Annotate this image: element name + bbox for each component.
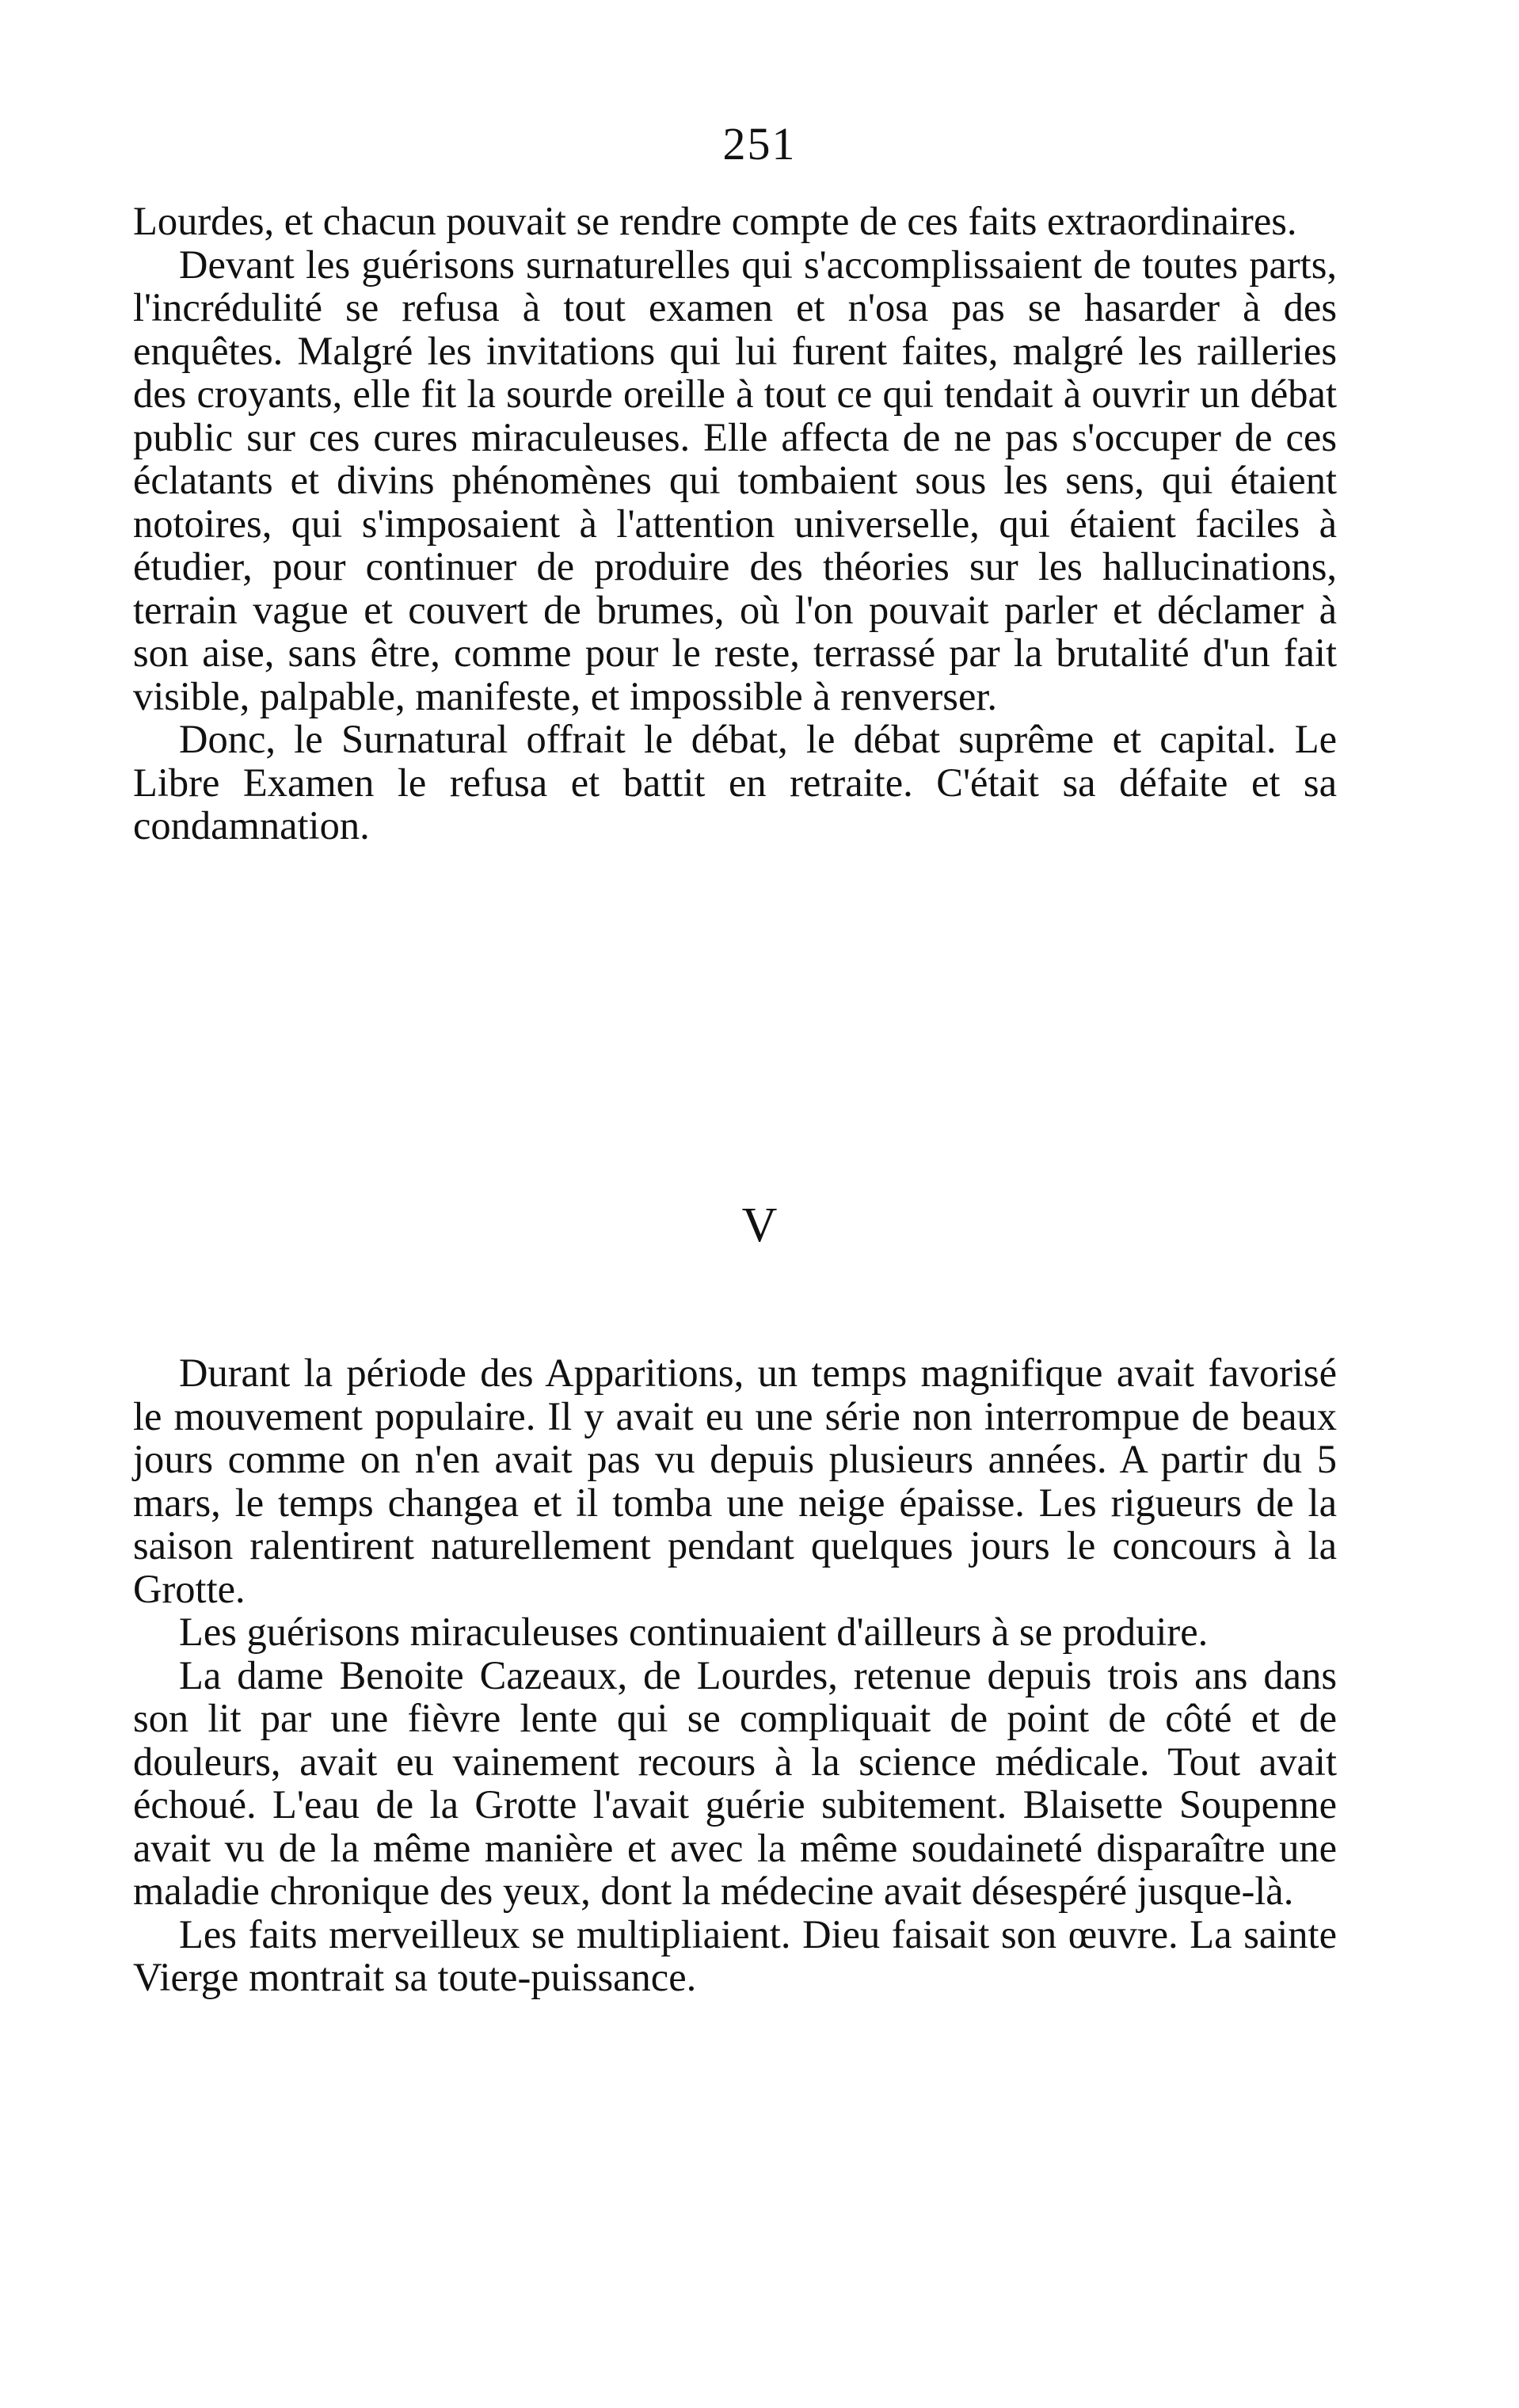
section-heading: V <box>741 1198 778 1252</box>
text-block-continuation <box>133 200 1337 848</box>
paragraph: Lourdes, et chacun pouvait se rendre compte de ces faits extraordinaires. <box>133 199 1297 243</box>
paragraph: Les guérisons miraculeuses continuaient d'ailleurs à se produire. <box>179 1610 1209 1654</box>
page-number: 251 <box>722 118 797 170</box>
paragraph: Les faits merveilleux se multipliaient. Dieu faisait son œuvre. La sainte Vierge montrait sa toute-puissance. <box>133 1911 1337 1999</box>
text-block-section <box>133 1351 1337 1999</box>
paragraph: La dame Benoite Cazeaux, de Lourdes, retenue depuis trois ans dans son lit par une fièvre lente qui se compliquait de point de côté et de douleurs, avait eu vainement recours à la science médicale. Tout avait échoué. L'eau de la Grotte l'avait guérie subitement. Blaisette Soupenne avait vu de la même manière et avec la même soudaineté disparaître une maladie chronique des yeux, dont la médecine avait désespéré jusque-là. <box>133 1652 1337 1913</box>
paragraph: Devant les guérisons surnaturelles qui s'accomplissaient de toutes parts, l'incrédulité se refusa à tout examen et n'osa pas se hasarder à des enquêtes. Malgré les invitations qui lui furent faites, malgré les railleries des croyants, elle fit la sourde oreille à tout ce qui tendait à ouvrir un débat public sur ces cures miraculeuses. Elle affecta de ne pas s'occuper de ces éclatants et divins phénomènes qui tombaient sous les sens, qui étaient notoires, qui s'imposaient à l'attention universelle, qui étaient faciles à étudier, pour continuer de produire des théories sur les hallucinations, terrain vague et couvert de brumes, où l'on pouvait parler et déclamer à son aise, sans être, comme pour le reste, terrassé par la brutalité d'un fait visible, palpable, manifeste, et impossible à renverser. <box>133 242 1337 718</box>
paragraph: Donc, le Surnatural offrait le débat, le débat suprême et capital. Le Libre Examen le refusa et battit en retraite. C'était sa défaite et sa condamnation. <box>133 717 1337 848</box>
paragraph: Durant la période des Apparitions, un temps magnifique avait favorisé le mouvement populaire. Il y avait eu une série non interrompue de beaux jours comme on n'en avait pas vu depuis plusieurs années. A partir du 5 mars, le temps changea et il tomba une neige épaisse. Les rigueurs de la saison ralentirent naturellement pendant quelques jours le concours à la Grotte. <box>133 1351 1337 1611</box>
